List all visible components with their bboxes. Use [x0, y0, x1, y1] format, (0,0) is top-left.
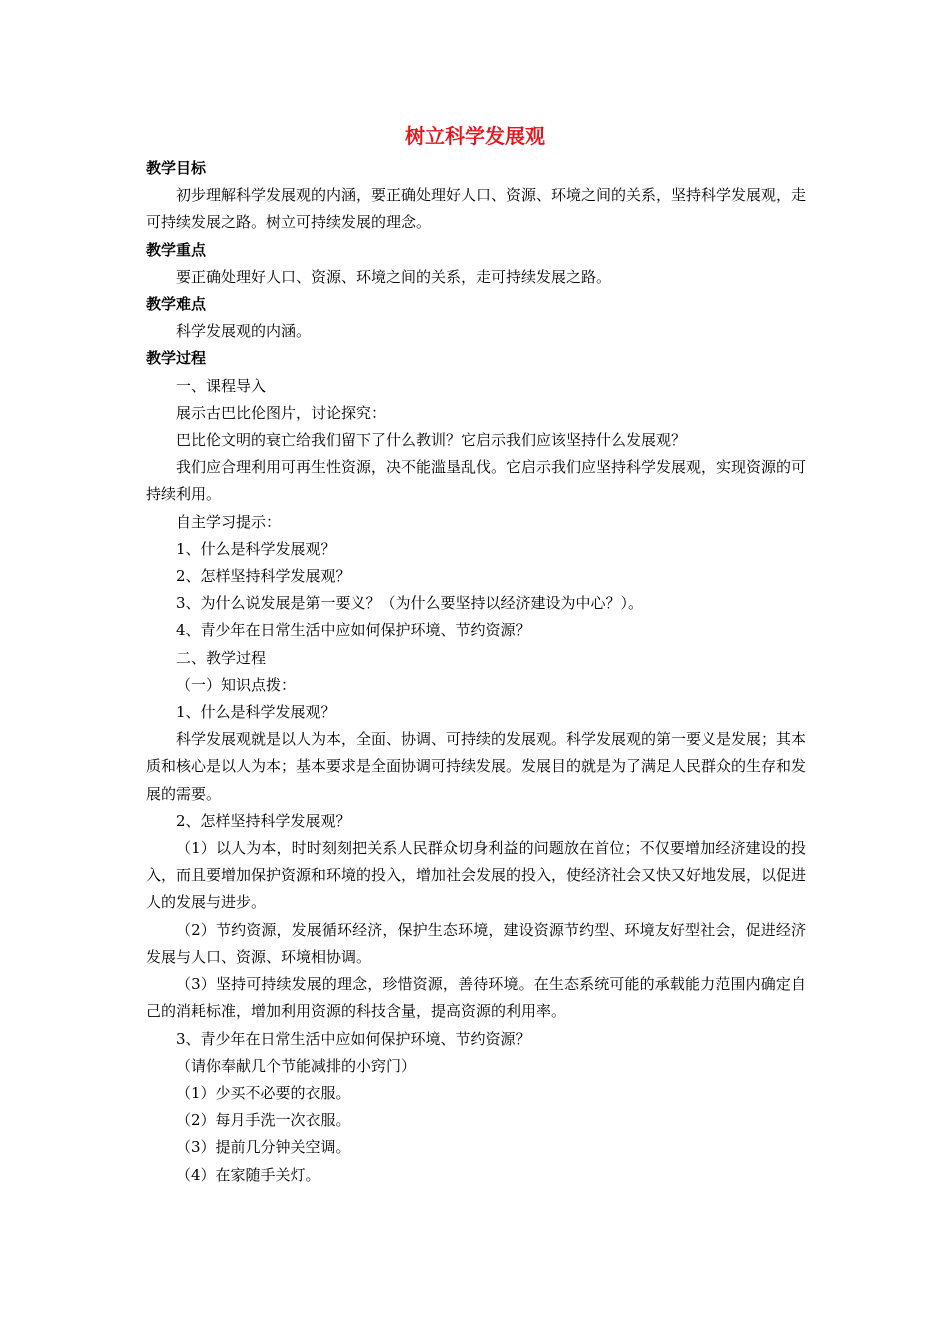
list-item: （1）少买不必要的衣服。 [176, 1083, 351, 1102]
list-item: 3、为什么说发展是第一要义？（为什么要坚持以经济建设为中心？）。 [176, 594, 644, 613]
section-heading-difficulties: 教学难点 [146, 295, 207, 314]
section-heading-key-points: 教学重点 [146, 240, 207, 259]
section-heading-goals: 教学目标 [146, 159, 207, 177]
question-heading: 2、怎样坚持科学发展观？ [176, 811, 351, 830]
question-heading: 3、青少年在日常生活中应如何保护环境、节约资源？ [176, 1029, 531, 1048]
document-body [146, 155, 806, 1189]
key-points-paragraph: 要正确处理好人口、资源、环境之间的关系，走可持续发展之路。 [176, 267, 612, 286]
self-study-tips-label: 自主学习提示： [176, 512, 282, 531]
list-item: （3）提前几分钟关空调。 [176, 1138, 351, 1157]
page-title: 树立科学发展观 [405, 124, 545, 148]
note-line: （请你奉献几个节能减排的小窍门） [176, 1056, 417, 1075]
subsection-heading: （一）知识点拨： [176, 675, 297, 694]
section-heading-process: 教学过程 [146, 349, 207, 368]
list-item: 4、青少年在日常生活中应如何保护环境、节约资源？ [176, 621, 531, 640]
list-item: 2、怎样坚持科学发展观？ [176, 567, 351, 586]
goals-paragraph: 初步理解科学发展观的内涵，要正确处理好人口、资源、环境之间的关系，坚持科学发展观，走可持续发展之路。树立可持续发展的理念。 [146, 186, 807, 232]
list-item: 1、什么是科学发展观？ [176, 539, 336, 558]
intro-line-2: 巴比伦文明的衰亡给我们留下了什么教训？它启示我们应该坚持什么发展观？ [176, 431, 687, 450]
intro-line-1: 展示古巴比伦图片，讨论探究： [176, 403, 387, 422]
question-heading: 1、什么是科学发展观？ [176, 703, 336, 722]
answer-paragraph: 科学发展观就是以人为本，全面、协调、可持续的发展观。科学发展观的第一要义是发展；其本质和核心是以人为本；基本要求是全面协调可持续发展。发展目的就是为了满足人民群众的生存和发展的需要。 [146, 730, 807, 803]
part-one-heading: 一、课程导入 [176, 376, 267, 395]
intro-paragraph-3: 我们应合理利用可再生性资源，决不能滥垦乱伐。它启示我们应坚持科学发展观，实现资源的可持续利用。 [146, 458, 807, 504]
answer-paragraph: （1）以人为本，时时刻刻把关系人民群众切身利益的问题放在首位；不仅要增加经济建设的投入，而且要增加保护资源和环境的投入，增加社会发展的投入，使经济社会又快又好地发展，以促进人的发展与进步。 [146, 839, 807, 912]
difficulties-paragraph: 科学发展观的内涵。 [176, 322, 312, 341]
answer-paragraph: （2）节约资源，发展循环经济，保护生态环境，建设资源节约型、环境友好型社会，促进经济发展与人口、资源、环境相协调。 [146, 920, 806, 966]
answer-paragraph: （3）坚持可持续发展的理念，珍惜资源，善待环境。在生态系统可能的承载能力范围内确定自己的消耗标准，增加利用资源的科技含量，提高资源的利用率。 [146, 975, 806, 1021]
part-two-heading: 二、教学过程 [176, 648, 267, 667]
list-item: （4）在家随手关灯。 [176, 1165, 321, 1184]
list-item: （2）每月手洗一次衣服。 [176, 1111, 351, 1130]
